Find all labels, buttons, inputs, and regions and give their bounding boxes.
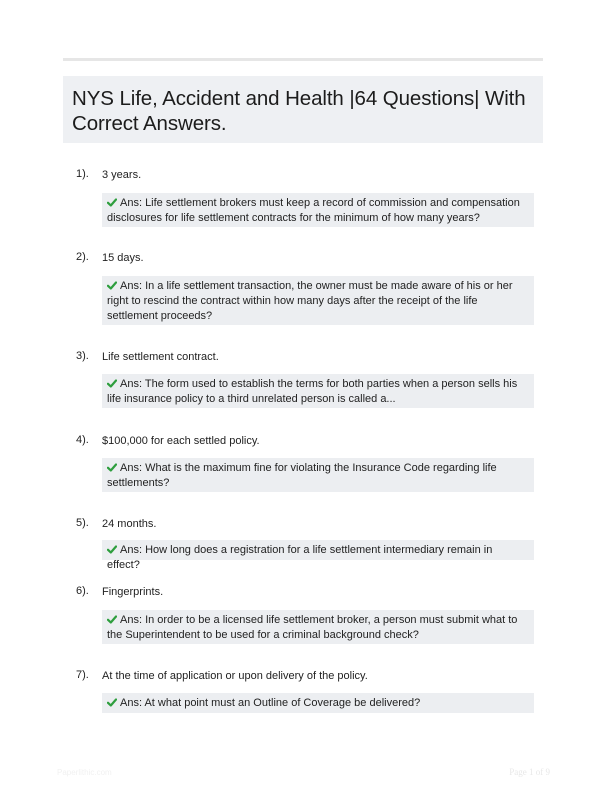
question-box — [102, 276, 534, 325]
question-text: Ans: The form used to establish the terms for both parties when a person sells his life insurance policy to a third unrelated person is called a... — [107, 378, 518, 405]
checkmark-icon — [107, 615, 117, 624]
item-number: 4). — [76, 434, 89, 446]
question-text: Ans: What is the maximum fine for violating the Insurance Code regarding life settlements? — [107, 462, 497, 489]
checkmark-icon — [107, 281, 117, 290]
question-text: Ans: In a life settlement transaction, the owner must be made aware of his or her right to rescind the contract within how many days after the receipt of the life settlement proceeds? — [107, 280, 513, 322]
item-number: 3). — [76, 350, 89, 362]
question-box — [102, 374, 534, 408]
question-box — [102, 693, 534, 713]
page-number: Page 1 of 9 — [509, 767, 550, 777]
item-number: 7). — [76, 669, 89, 681]
checkmark-icon — [107, 463, 117, 472]
question-text: Ans: How long does a registration for a life settlement intermediary remain in effect? — [107, 544, 493, 571]
item-answer: At the time of application or upon delivery of the policy. — [102, 670, 368, 682]
question-box — [102, 193, 534, 227]
question-box — [102, 540, 534, 571]
checkmark-icon — [107, 198, 117, 207]
question-text: Ans: Life settlement brokers must keep a record of commission and compensation disclosures for life settlement contracts for the minimum of how many years? — [107, 197, 520, 224]
item-number: 5). — [76, 517, 89, 529]
checkmark-icon — [107, 698, 117, 707]
item-number: 6). — [76, 585, 89, 597]
checkmark-icon — [107, 545, 117, 554]
question-text: Ans: In order to be a licensed life settlement broker, a person must submit what to the Superintendent to be used for a criminal background check? — [107, 614, 518, 641]
document-title: NYS Life, Accident and Health |64 Questions| With Correct Answers. — [72, 87, 526, 135]
footer-watermark: Paperlithic.com — [57, 768, 112, 777]
item-number: 1). — [76, 168, 89, 180]
item-answer: $100,000 for each settled policy. — [102, 435, 260, 447]
item-answer: 3 years. — [102, 169, 142, 181]
top-divider — [63, 58, 543, 61]
item-answer: Fingerprints. — [102, 586, 164, 598]
item-number: 2). — [76, 251, 89, 263]
checkmark-icon — [107, 379, 117, 388]
question-box — [102, 458, 534, 492]
title-banner — [63, 76, 543, 143]
item-answer: 15 days. — [102, 252, 144, 264]
question-text: Ans: At what point must an Outline of Coverage be delivered? — [120, 697, 421, 709]
item-answer: 24 months. — [102, 518, 157, 530]
question-box — [102, 610, 534, 644]
item-answer: Life settlement contract. — [102, 351, 219, 363]
